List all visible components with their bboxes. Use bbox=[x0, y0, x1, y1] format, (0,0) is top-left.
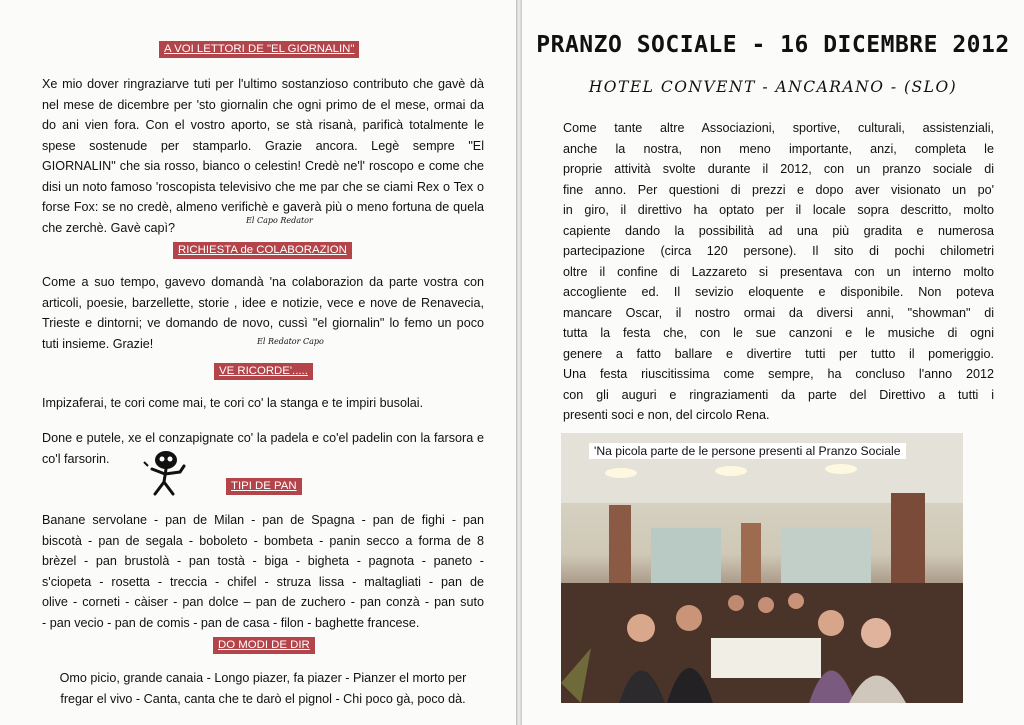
text-line: s'ciopeta - rosetta - treccia - chifel - struza lissa - maltagliati - pan de bbox=[42, 574, 484, 589]
text-line: Omo picio, grande canaia - Longo piazer, fa piazer - Pianzer el morto per bbox=[59, 671, 467, 685]
text-line: genere a fatto ballare e divertire tutti per tutto il pomeriggio. bbox=[563, 346, 994, 361]
page-subtitle: HOTEL CONVENT - ANCARANO - (SLO) bbox=[588, 78, 958, 96]
text-line: Come a suo tempo, gavevo domandà 'na colaborazion da parte vostra con bbox=[42, 275, 484, 289]
text-line: tuti insieme. Grazie! bbox=[42, 336, 154, 351]
group-photo bbox=[561, 433, 963, 703]
text-line: in giro, il direttivo ha optato per il locale sopra descritto, molto bbox=[563, 203, 994, 217]
text-line: accogliente ed. Il sevizio eloquente e disponibile. Non poteva bbox=[563, 285, 994, 299]
text-line: fregar el vivo - Canta, canta che te darò el pignol - Chi poco gà, poco dà. bbox=[60, 691, 466, 706]
text-line: brèzel - pan brustolà - pan tostà - biga - bigheta - pagnota - paneto - bbox=[42, 554, 484, 568]
text-line: con gli auguri e ringraziamenti da parte del Direttivo a tutti i bbox=[563, 387, 994, 402]
photo-illustration bbox=[561, 433, 963, 703]
text-line: presenti soci e non, del circolo Rena. bbox=[563, 408, 770, 422]
text-line: disi un noto famoso 'roscopista televisivo che me par che se ciami Rex o Tex o bbox=[42, 179, 484, 194]
text-line: Banane servolane - pan de Milan - pan de Spagna - pan de fighi - pan bbox=[42, 513, 484, 527]
signature-capo-redator: El Capo Redator bbox=[246, 216, 313, 225]
text-line: Una festa riuscitissima come sempre, ha concluso l'anno 2012 bbox=[563, 367, 994, 381]
page-title: PRANZO SOCIALE - 16 DICEMBRE 2012 bbox=[536, 32, 1010, 58]
paragraph-done-putele bbox=[42, 428, 484, 469]
paragraph-ringraziamento bbox=[42, 74, 484, 238]
paragraph-impizaferai bbox=[42, 393, 484, 414]
photo-caption: 'Na picola parte de le persone presenti al Pranzo Sociale bbox=[589, 443, 906, 459]
text-line: spese sostenude per stamparlo. Grazie ancora. Legè sempre "El bbox=[42, 138, 484, 153]
text-line: Come tante altre Associazioni, sportive, culturali, assistenziali, bbox=[563, 121, 994, 135]
text-line: partecipazione (circa 120 persone). Il sito di pochi chilometri bbox=[563, 244, 994, 258]
heading-tipi-de-pan: TIPI DE PAN bbox=[226, 478, 302, 495]
signature-redator-capo: El Redator Capo bbox=[257, 337, 324, 346]
paragraph-pranzo-sociale bbox=[563, 118, 994, 426]
text-line: tutta la festa che, con le sue canzoni e le musiche di ogni bbox=[563, 326, 994, 340]
text-line: Impizaferai, te cori come mai, te cori co' la stanga e te impiri busolai. bbox=[42, 396, 424, 410]
text-line: nel mese de dicembre per 'sto giornalin che ogni primo de el mese, ormai da bbox=[42, 97, 484, 112]
text-line: Xe mio dover ringraziarve tuti per l'ultimo sostanzioso contributo che gavè dà bbox=[42, 77, 484, 91]
text-line: Done e putele, xe el conzapignate co' la padela e co'el padelin con la farsora e bbox=[42, 431, 484, 445]
text-line: olive - corneti - càiser - pan dolce – pan de zuchero - pan conzà - pan suto bbox=[42, 595, 484, 609]
text-line: anche la nostra, non meno importante, anzi, completa le bbox=[563, 141, 994, 156]
text-line: GIORNALIN" che sia rosso, bianco o celestin! Credè ne'l' roscopo e come che bbox=[42, 159, 484, 173]
heading-lettori: A VOI LETTORI DE "EL GIORNALIN" bbox=[159, 41, 359, 58]
text-line: oltre il confine di Lazzareto si presentava con un interno molto bbox=[563, 264, 994, 279]
text-line: proprie attività svolte durante il 2012, con un pranzo sociale di bbox=[563, 162, 994, 176]
heading-modi-de-dir: DO MODI DE DIR bbox=[213, 637, 315, 654]
heading-colaborazion: RICHIESTA de COLABORAZION bbox=[173, 242, 352, 259]
text-line: forse Fox: se no credè, almeno verifichè e gaverà più o meno fortuna de quela bbox=[42, 200, 484, 214]
text-line: mancare Oscar, il nostro ormai da diversi anni, "showman" di bbox=[563, 305, 994, 320]
text-line: fine anno. Per questioni di prezzi e dopo aver visionato un po' bbox=[563, 182, 994, 197]
heading-ricorde: VE RICORDE'..... bbox=[214, 363, 313, 380]
text-line: do ani vien fora. Con el vostro aporto, se stà risanà, parificà totalmente le bbox=[42, 118, 484, 132]
paragraph-modi-de-dir bbox=[42, 668, 484, 709]
text-line: - pan vecio - pan de comis - pan de casa - filon - baghette francese. bbox=[42, 615, 420, 630]
right-page bbox=[522, 0, 1024, 725]
text-line: che zerchè. Gavè capì? bbox=[42, 220, 176, 235]
paragraph-tipi-de-pan bbox=[42, 510, 484, 633]
text-line: Trieste e dintorni; ve domando de novo, cussì "el giornalin" lo femo un poco bbox=[42, 316, 484, 330]
text-line: biscotà - pan de segala - boboleto - bombeta - panin secco a forma de 8 bbox=[42, 533, 484, 548]
text-line: capiente dando la possibilità ad una più gradita e numerosa bbox=[563, 223, 994, 238]
text-line: articoli, poesie, barzellette, storie , idee e notizie, vece e nove de Renavecia, bbox=[42, 295, 484, 310]
text-line: co'l farsorin. bbox=[42, 451, 110, 466]
stick-figure-icon bbox=[140, 448, 192, 498]
